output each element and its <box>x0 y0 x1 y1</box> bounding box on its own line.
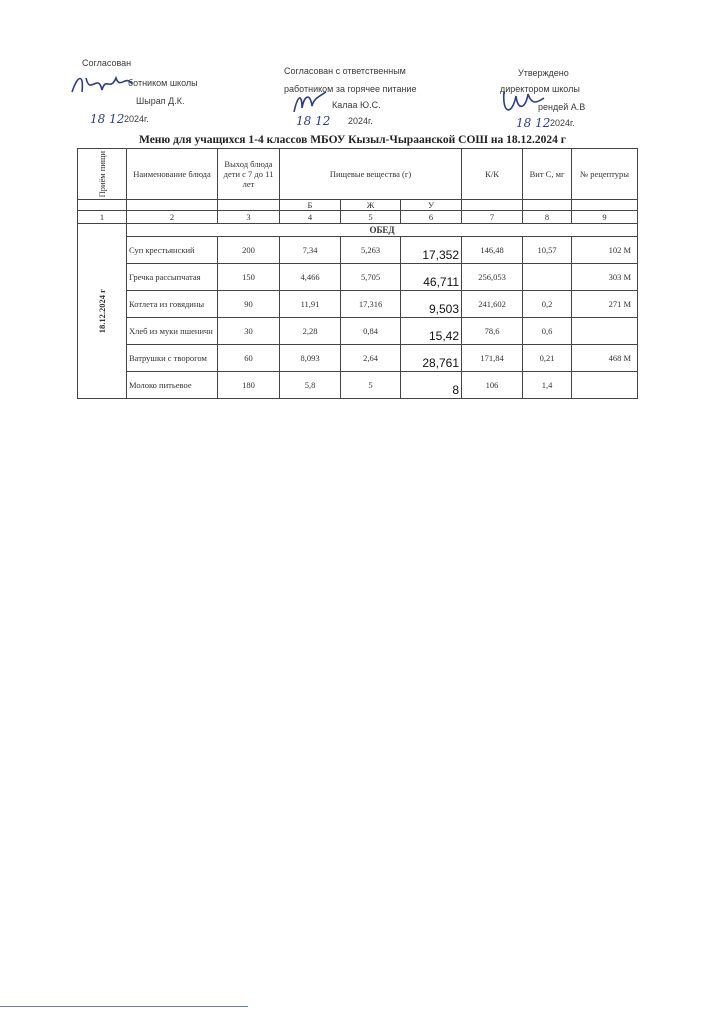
header-dish: Наименование блюда <box>127 149 218 200</box>
approval-left-name: Шырап Д.К. <box>136 96 185 106</box>
yield-value: 30 <box>218 318 280 345</box>
menu-title: Меню для учащихся 1-4 классов МБОУ Кызыл-Чыраанской СОШ на 18.12.2024 г <box>139 134 567 146</box>
header-row <box>78 149 638 200</box>
table-row <box>78 372 638 399</box>
recipe-value: 271 М <box>572 291 638 318</box>
vitc-value: 0,2 <box>523 291 572 318</box>
column-number: 4 <box>280 211 341 224</box>
table-row <box>78 291 638 318</box>
subheader-u: У <box>401 200 462 211</box>
recipe-value: 102 М <box>572 237 638 264</box>
approval-middle-year: 2024г. <box>348 116 373 126</box>
fat-value: 5 <box>341 372 401 399</box>
dish-name: Молоко питьевое <box>127 372 218 399</box>
header-nutrients: Пищевые вещества (г) <box>280 149 462 200</box>
column-number: 8 <box>523 211 572 224</box>
approval-middle-date: 18 12 <box>296 114 331 128</box>
column-number: 9 <box>572 211 638 224</box>
protein-value: 11,91 <box>280 291 341 318</box>
fat-value: 5,263 <box>341 237 401 264</box>
menu-block <box>77 134 632 411</box>
approval-left-title: Согласован <box>82 58 132 68</box>
carb-value: 46,711 <box>401 264 462 291</box>
recipe-value: 303 М <box>572 264 638 291</box>
fat-value: 2,64 <box>341 345 401 372</box>
dish-name: Котлета из говядины <box>127 291 218 318</box>
yield-value: 60 <box>218 345 280 372</box>
header-day: Приём пищи <box>78 149 127 200</box>
approval-left <box>80 58 240 128</box>
vitc-value: 0,6 <box>523 318 572 345</box>
recipe-value: 468 М <box>572 345 638 372</box>
vitc-value <box>523 264 572 291</box>
carb-value: 28,761 <box>401 345 462 372</box>
protein-value: 2,28 <box>280 318 341 345</box>
table-row <box>78 264 638 291</box>
column-number: 1 <box>78 211 127 224</box>
table-row <box>78 318 638 345</box>
dish-name: Хлеб из муки пшеничн <box>127 318 218 345</box>
recipe-value <box>572 372 638 399</box>
fat-value: 5,705 <box>341 264 401 291</box>
approval-left-role: ботником школы <box>128 78 198 88</box>
fat-value: 17,316 <box>341 291 401 318</box>
kcal-value: 146,48 <box>462 237 523 264</box>
approval-middle-role: работником за горячее питание <box>284 84 417 94</box>
approval-middle-name: Калаа Ю.С. <box>332 100 381 110</box>
yield-value: 200 <box>218 237 280 264</box>
carb-value: 17,352 <box>401 237 462 264</box>
subheader-zh: Ж <box>341 200 401 211</box>
vitc-value: 0,21 <box>523 345 572 372</box>
kcal-value: 241,602 <box>462 291 523 318</box>
carb-value: 8 <box>401 372 462 399</box>
protein-value: 8,093 <box>280 345 341 372</box>
column-number: 3 <box>218 211 280 224</box>
approval-right-year: 2024г. <box>550 118 575 128</box>
date-cell <box>78 224 127 399</box>
kcal-value: 171,84 <box>462 345 523 372</box>
carb-value: 15,42 <box>401 318 462 345</box>
subheader-b: Б <box>280 200 341 211</box>
dish-name: Суп крестьянский <box>127 237 218 264</box>
vitc-value: 10,57 <box>523 237 572 264</box>
signature-right <box>498 86 548 120</box>
column-numbers-row <box>78 211 638 224</box>
dish-name: Ватрушки с творогом <box>127 345 218 372</box>
table-row <box>78 237 638 264</box>
approval-left-year: 2024г. <box>124 114 149 124</box>
recipe-value <box>572 318 638 345</box>
page-edge-line <box>0 1006 248 1007</box>
vitc-value: 1,4 <box>523 372 572 399</box>
yield-value: 180 <box>218 372 280 399</box>
kcal-value: 78,6 <box>462 318 523 345</box>
yield-value: 150 <box>218 264 280 291</box>
carb-value: 9,503 <box>401 291 462 318</box>
table-row <box>78 345 638 372</box>
approval-right-name: рендей А.В <box>538 102 586 112</box>
approval-middle <box>284 66 464 128</box>
dish-name: Гречка рассыпчатая <box>127 264 218 291</box>
protein-value: 5,8 <box>280 372 341 399</box>
protein-value: 4,466 <box>280 264 341 291</box>
kcal-value: 256,053 <box>462 264 523 291</box>
section-row <box>78 224 638 237</box>
section-title: ОБЕД <box>127 224 638 237</box>
header-yield: Выход блюда дети с 7 до 11 лет <box>218 149 280 200</box>
header-vitc: Вит С, мг <box>523 149 572 200</box>
approval-right-date: 18 12 <box>516 116 551 130</box>
yield-value: 90 <box>218 291 280 318</box>
subheader-row <box>78 200 638 211</box>
column-number: 7 <box>462 211 523 224</box>
header-kcal: К/К <box>462 149 523 200</box>
protein-value: 7,34 <box>280 237 341 264</box>
column-number: 5 <box>341 211 401 224</box>
signature-left <box>68 70 138 100</box>
header-recipe: № рецептуры <box>572 149 638 200</box>
approval-left-date: 18 12 <box>90 112 125 126</box>
approval-right-role: директором школы <box>500 84 580 94</box>
column-number: 6 <box>401 211 462 224</box>
kcal-value: 106 <box>462 372 523 399</box>
approval-right <box>500 68 600 130</box>
approval-right-title: Утверждено <box>518 68 569 78</box>
column-number: 2 <box>127 211 218 224</box>
menu-table <box>77 148 638 399</box>
signature-middle <box>290 88 330 118</box>
date-label: 18.12.2024 г <box>97 288 107 334</box>
approval-middle-title: Согласован с ответственным <box>284 66 406 76</box>
fat-value: 0,84 <box>341 318 401 345</box>
